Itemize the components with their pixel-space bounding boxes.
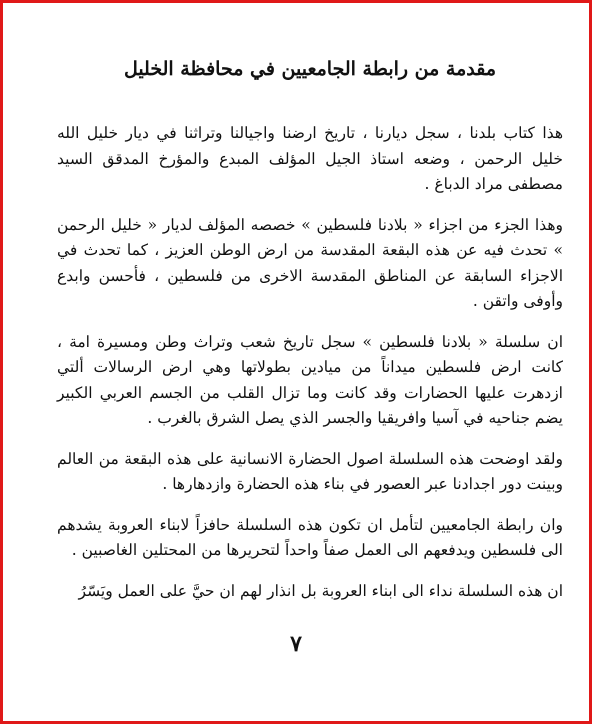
document-page: [57, 55, 563, 618]
paragraph-2: وهذا الجزء من اجزاء « بلادنا فلسطين » خصصه المؤلف لديار « خليل الرحمن » تحدث فيه عن هذه البقعة المقدسة من ارض الوطن العزيز ، كما تحدث في الاجزاء السابقة عن المناطق المقدسة الاخرى من فلسطين ، فأحسن وابدع وأوفى واتقن .: [57, 215, 563, 310]
paragraph-1: هذا كتاب بلدنا ، سجل ديارنا ، تاريخ ارضنا واجيالنا وتراثنا في ديار خليل الله خليل الرحمن ، وضعه استاذ الجيل المؤلف المبدع والمؤرخ المدقق السيد مصطفى مراد الدباغ .: [57, 124, 563, 193]
page-title: مقدمة من رابطة الجامعيين في محافظة الخليل: [123, 58, 497, 80]
page-number: ٧: [290, 631, 302, 657]
paragraph-4: ولقد اوضحت هذه السلسلة اصول الحضارة الانسانية على هذه البقعة من العالم وبينت دور اجدادنا عبر العصور في بناء هذه الحضارة وازدهارها .: [57, 449, 563, 493]
paragraph-6: ان هذه السلسلة نداء الى ابناء العروبة بل انذار لهم ان حيَّ على العمل ويَسّرُ: [78, 581, 563, 600]
paragraph-5: وان رابطة الجامعيين لتأمل ان تكون هذه السلسلة حافزاً لابناء العروبة يشدهم الى فلسطين ويدفعهم الى العمل صفاً واحداً لتحريرها من المحتلين الغاصبين .: [57, 515, 563, 559]
paragraph-3: ان سلسلة « بلادنا فلسطين » سجل تاريخ شعب وتراث وطن ومسيرة امة ، كانت ارض فلسطين ميداناً من ميادين بطولاتها وهي ارض الرسالات ألتي ازدهرت عليها الحضارات وقد كانت وما تزال القلب من الجسم العربي الكبير يضم جناحيه في آسيا وافريقيا والجسر الذي يصل الشرق بالغرب .: [57, 332, 563, 427]
